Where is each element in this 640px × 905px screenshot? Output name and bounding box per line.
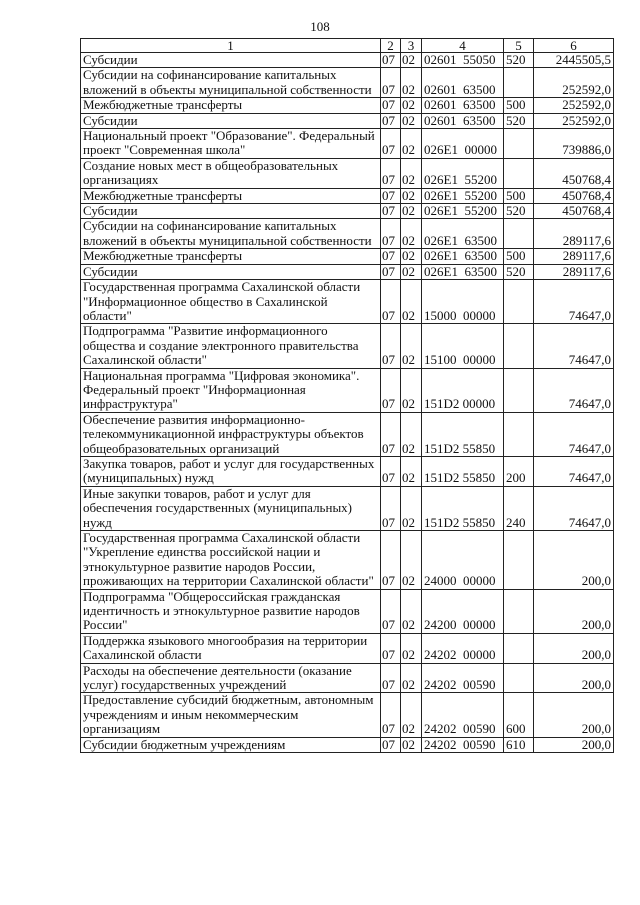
table-row	[81, 531, 614, 590]
row-amount: 74647,0	[534, 324, 614, 368]
row-subsection: 02	[401, 98, 422, 113]
row-target-code: 02601 63500	[422, 68, 504, 98]
row-target-code: 24202 00590	[422, 663, 504, 693]
row-name: Предоставление субсидий бюджетным, автономным учреждениям и иным некоммерческим организациям	[81, 693, 381, 737]
row-subsection: 02	[401, 53, 422, 68]
row-subsection: 02	[401, 368, 422, 412]
row-name: Обеспечение развития информационно-телекоммуникационной инфраструктуры объектов общеобразовательных организаций	[81, 412, 381, 456]
row-target-code: 24202 00590	[422, 737, 504, 752]
row-expense-type	[504, 633, 534, 663]
row-name: Создание новых мест в общеобразовательных организациях	[81, 158, 381, 188]
row-name: Субсидии на софинансирование капитальных вложений в объекты муниципальной собственности	[81, 219, 381, 249]
row-expense-type: 500	[504, 188, 534, 203]
row-name: Межбюджетные трансферты	[81, 98, 381, 113]
row-subsection: 02	[401, 68, 422, 98]
table-row	[81, 486, 614, 530]
row-amount: 74647,0	[534, 280, 614, 324]
row-section: 07	[381, 204, 401, 219]
table-row	[81, 68, 614, 98]
row-subsection: 02	[401, 486, 422, 530]
row-target-code: 24202 00590	[422, 693, 504, 737]
row-expense-type: 500	[504, 249, 534, 264]
row-target-code: 026E1 63500	[422, 249, 504, 264]
column-header: 1	[81, 39, 381, 53]
row-expense-type: 610	[504, 737, 534, 752]
table-row	[81, 53, 614, 68]
row-expense-type	[504, 280, 534, 324]
row-section: 07	[381, 633, 401, 663]
table-row	[81, 129, 614, 159]
row-subsection: 02	[401, 219, 422, 249]
row-name: Межбюджетные трансферты	[81, 249, 381, 264]
column-header: 5	[504, 39, 534, 53]
table-row	[81, 663, 614, 693]
table-row	[81, 113, 614, 128]
row-target-code: 15000 00000	[422, 280, 504, 324]
row-amount: 450768,4	[534, 204, 614, 219]
row-amount: 289117,6	[534, 264, 614, 279]
row-expense-type	[504, 531, 534, 590]
row-section: 07	[381, 412, 401, 456]
row-section: 07	[381, 158, 401, 188]
column-header: 2	[381, 39, 401, 53]
table-row	[81, 188, 614, 203]
row-target-code: 026E1 55200	[422, 188, 504, 203]
row-target-code: 151D2 55850	[422, 456, 504, 486]
row-target-code: 24000 00000	[422, 531, 504, 590]
row-amount: 252592,0	[534, 98, 614, 113]
row-section: 07	[381, 663, 401, 693]
row-subsection: 02	[401, 158, 422, 188]
row-expense-type: 200	[504, 456, 534, 486]
table-row	[81, 219, 614, 249]
row-amount: 74647,0	[534, 368, 614, 412]
row-name: Межбюджетные трансферты	[81, 188, 381, 203]
column-header: 6	[534, 39, 614, 53]
budget-table	[80, 38, 614, 753]
row-name: Субсидии	[81, 53, 381, 68]
row-subsection: 02	[401, 129, 422, 159]
row-amount: 200,0	[534, 531, 614, 590]
row-amount: 74647,0	[534, 412, 614, 456]
table-row	[81, 633, 614, 663]
row-expense-type	[504, 158, 534, 188]
row-amount: 289117,6	[534, 219, 614, 249]
table-row	[81, 737, 614, 752]
row-expense-type: 240	[504, 486, 534, 530]
row-section: 07	[381, 368, 401, 412]
row-target-code: 24202 00000	[422, 633, 504, 663]
row-name: Национальная программа "Цифровая экономика". Федеральный проект "Информационная инфраструктура"	[81, 368, 381, 412]
row-expense-type: 520	[504, 264, 534, 279]
table-row	[81, 324, 614, 368]
row-name: Национальный проект "Образование". Федеральный проект "Современная школа"	[81, 129, 381, 159]
column-header: 3	[401, 39, 422, 53]
row-section: 07	[381, 219, 401, 249]
row-subsection: 02	[401, 663, 422, 693]
row-subsection: 02	[401, 531, 422, 590]
table-row	[81, 249, 614, 264]
row-section: 07	[381, 324, 401, 368]
row-subsection: 02	[401, 188, 422, 203]
header-row	[81, 39, 614, 53]
row-target-code: 026E1 55200	[422, 158, 504, 188]
row-amount: 289117,6	[534, 249, 614, 264]
table-row	[81, 280, 614, 324]
page-number: 108	[310, 19, 330, 34]
row-subsection: 02	[401, 280, 422, 324]
row-target-code: 15100 00000	[422, 324, 504, 368]
row-section: 07	[381, 113, 401, 128]
row-target-code: 151D2 00000	[422, 368, 504, 412]
row-expense-type	[504, 589, 534, 633]
row-section: 07	[381, 68, 401, 98]
row-section: 07	[381, 589, 401, 633]
row-section: 07	[381, 486, 401, 530]
row-name: Государственная программа Сахалинской области "Укрепление единства российской нации и этнокультурное развитие народов России, проживающих на территории Сахалинской области"	[81, 531, 381, 590]
row-expense-type	[504, 219, 534, 249]
row-expense-type	[504, 68, 534, 98]
row-subsection: 02	[401, 324, 422, 368]
row-name: Подпрограмма "Развитие информационного общества и создание электронного правительства Сахалинской области"	[81, 324, 381, 368]
row-name: Государственная программа Сахалинской области "Информационное общество в Сахалинской области"	[81, 280, 381, 324]
row-subsection: 02	[401, 456, 422, 486]
table-row	[81, 98, 614, 113]
row-section: 07	[381, 280, 401, 324]
row-target-code: 026E1 00000	[422, 129, 504, 159]
row-target-code: 02601 63500	[422, 98, 504, 113]
row-subsection: 02	[401, 264, 422, 279]
row-name: Расходы на обеспечение деятельности (оказание услуг) государственных учреждений	[81, 663, 381, 693]
row-name: Подпрограмма "Общероссийская гражданская идентичность и этнокультурное развитие народов России"	[81, 589, 381, 633]
row-subsection: 02	[401, 633, 422, 663]
row-target-code: 026E1 63500	[422, 264, 504, 279]
row-target-code: 026E1 63500	[422, 219, 504, 249]
row-subsection: 02	[401, 412, 422, 456]
column-header: 4	[422, 39, 504, 53]
row-amount: 450768,4	[534, 188, 614, 203]
table-row	[81, 589, 614, 633]
row-target-code: 24200 00000	[422, 589, 504, 633]
row-target-code: 02601 55050	[422, 53, 504, 68]
table-row	[81, 204, 614, 219]
row-subsection: 02	[401, 113, 422, 128]
table-row	[81, 693, 614, 737]
row-expense-type: 600	[504, 693, 534, 737]
row-target-code: 151D2 55850	[422, 412, 504, 456]
row-subsection: 02	[401, 204, 422, 219]
row-target-code: 02601 63500	[422, 113, 504, 128]
row-section: 07	[381, 249, 401, 264]
row-amount: 2445505,5	[534, 53, 614, 68]
row-name: Субсидии	[81, 113, 381, 128]
row-amount: 450768,4	[534, 158, 614, 188]
table-row	[81, 412, 614, 456]
row-target-code: 026E1 55200	[422, 204, 504, 219]
row-amount: 74647,0	[534, 456, 614, 486]
row-amount: 200,0	[534, 663, 614, 693]
row-expense-type: 520	[504, 53, 534, 68]
row-amount: 200,0	[534, 633, 614, 663]
table-row	[81, 264, 614, 279]
row-name: Поддержка языкового многообразия на территории Сахалинской области	[81, 633, 381, 663]
row-amount: 252592,0	[534, 68, 614, 98]
row-expense-type	[504, 324, 534, 368]
table-row	[81, 456, 614, 486]
row-section: 07	[381, 456, 401, 486]
row-name: Закупка товаров, работ и услуг для государственных (муниципальных) нужд	[81, 456, 381, 486]
row-subsection: 02	[401, 589, 422, 633]
row-expense-type	[504, 663, 534, 693]
row-name: Субсидии	[81, 264, 381, 279]
row-expense-type: 520	[504, 113, 534, 128]
row-section: 07	[381, 188, 401, 203]
row-subsection: 02	[401, 693, 422, 737]
row-amount: 74647,0	[534, 486, 614, 530]
row-amount: 200,0	[534, 693, 614, 737]
row-subsection: 02	[401, 249, 422, 264]
row-expense-type: 500	[504, 98, 534, 113]
row-amount: 252592,0	[534, 113, 614, 128]
row-target-code: 151D2 55850	[422, 486, 504, 530]
row-section: 07	[381, 129, 401, 159]
row-amount: 200,0	[534, 737, 614, 752]
row-section: 07	[381, 531, 401, 590]
row-section: 07	[381, 53, 401, 68]
row-name: Субсидии	[81, 204, 381, 219]
row-expense-type: 520	[504, 204, 534, 219]
table-row	[81, 158, 614, 188]
row-section: 07	[381, 693, 401, 737]
row-section: 07	[381, 98, 401, 113]
row-expense-type	[504, 368, 534, 412]
table-row	[81, 368, 614, 412]
row-name: Иные закупки товаров, работ и услуг для обеспечения государственных (муниципальных) нужд	[81, 486, 381, 530]
row-name: Субсидии на софинансирование капитальных вложений в объекты муниципальной собственности	[81, 68, 381, 98]
row-expense-type	[504, 412, 534, 456]
row-name: Субсидии бюджетным учреждениям	[81, 737, 381, 752]
row-amount: 200,0	[534, 589, 614, 633]
row-expense-type	[504, 129, 534, 159]
row-section: 07	[381, 264, 401, 279]
row-subsection: 02	[401, 737, 422, 752]
row-amount: 739886,0	[534, 129, 614, 159]
row-section: 07	[381, 737, 401, 752]
